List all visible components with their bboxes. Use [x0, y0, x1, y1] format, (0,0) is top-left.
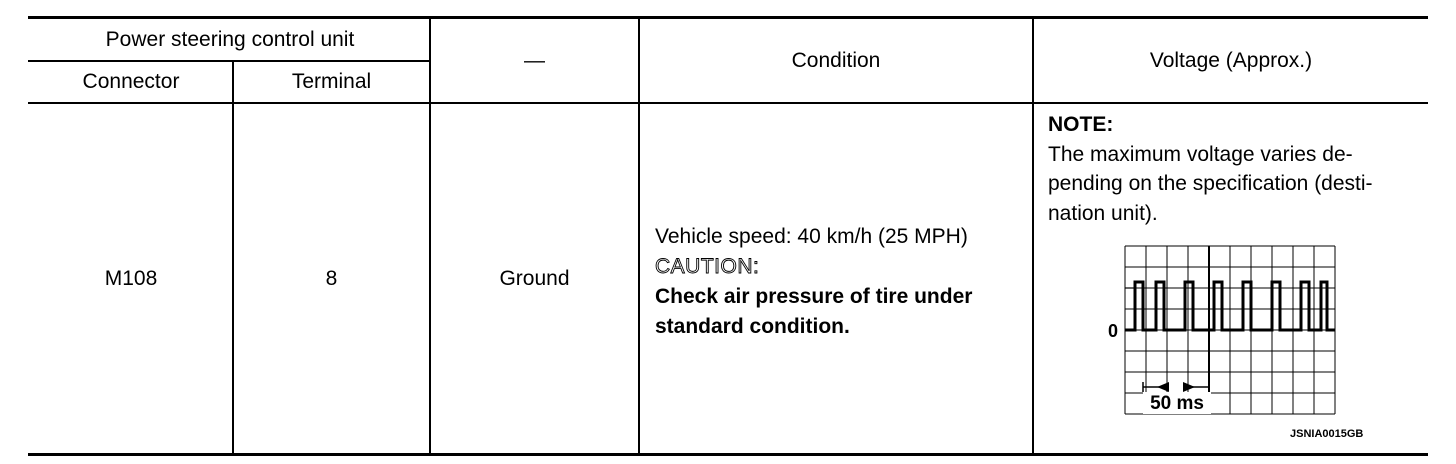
scale-arrowhead-left	[1157, 382, 1169, 392]
voltage-note	[1048, 110, 1423, 228]
header-voltage: Voltage (Approx.)	[1149, 48, 1313, 72]
row-condition	[655, 222, 1030, 342]
caution-text-2: standard condition.	[655, 315, 850, 338]
table-bottom-rule	[28, 453, 1428, 456]
condition-speed: Vehicle speed: 40 km/h (25 MPH)	[655, 225, 968, 248]
note-line-2: pending on the specification (desti-	[1048, 172, 1373, 195]
header-connector: Connector	[82, 70, 180, 93]
waveform-figure	[1095, 242, 1345, 422]
waveform-scale-label: 50 ms	[1150, 393, 1204, 414]
note-label: NOTE:	[1048, 113, 1114, 136]
waveform-zero-label: 0	[1107, 321, 1119, 341]
note-line-3: nation unit).	[1048, 201, 1158, 225]
caution-label: CAUTION:	[655, 255, 760, 278]
header-condition: Condition	[791, 48, 881, 72]
caution-text-1: Check air pressure of tire under	[655, 285, 973, 308]
header-power-steering-unit: Power steering control unit	[105, 27, 355, 51]
row-connector: M108	[104, 266, 158, 290]
row-ground: Ground	[499, 266, 570, 290]
header-dash: —	[524, 48, 545, 72]
scale-arrowhead-right	[1183, 382, 1195, 392]
header-terminal: Terminal	[291, 70, 372, 93]
row-terminal: 8	[325, 266, 338, 290]
figure-id: JSNIA0015GB	[1290, 428, 1364, 440]
note-line-1: The maximum voltage varies de-	[1048, 142, 1353, 166]
